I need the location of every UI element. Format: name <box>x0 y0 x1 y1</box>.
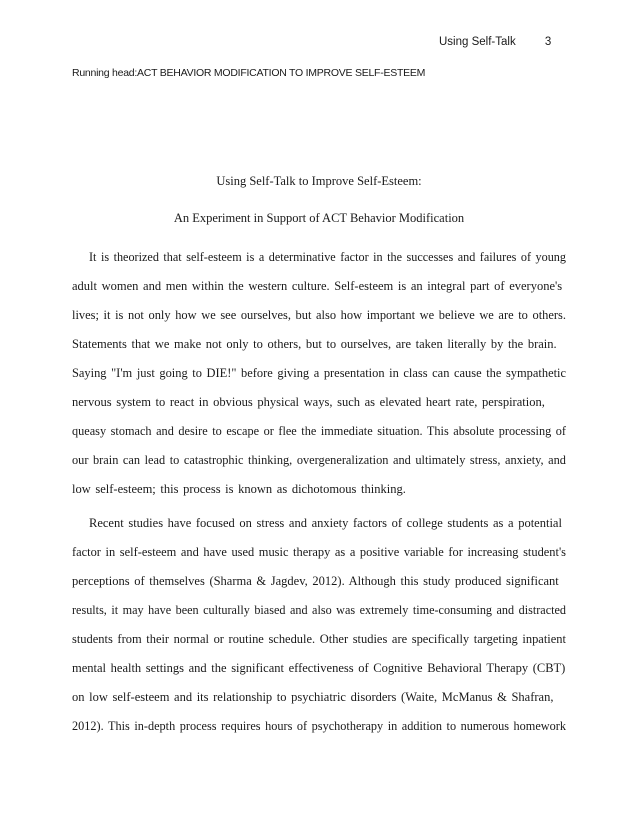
page-number: 3 <box>544 36 552 48</box>
text-line: adult women and men within the western culture. Self-esteem is an integral part of everyone's <box>72 279 563 293</box>
text-line: factor in self-esteem and have used music therapy as a positive variable for increasing student's <box>72 545 567 559</box>
running-head: Running head:ACT BEHAVIOR MODIFICATION TO IMPROVE SELF-ESTEEM <box>72 67 426 79</box>
paper-subtitle: An Experiment in Support of ACT Behavior Modification <box>173 211 465 225</box>
text-line: Statements that we make not only to others, but to ourselves, are taken literally by the brain. <box>72 337 557 351</box>
text-line: perceptions of themselves (Sharma & Jagdev, 2012). Although this study produced significant <box>72 574 559 588</box>
text-line: nervous system to react in obvious physical ways, such as elevated heart rate, perspiration, <box>72 395 545 409</box>
text-line: queasy stomach and desire to escape or flee the immediate situation. This absolute processing of <box>72 424 567 438</box>
text-line: mental health settings and the significant effectiveness of Cognitive Behavioral Therapy (CBT) <box>72 661 566 675</box>
text-line: Saying "I'm just going to DIE!" before giving a presentation in class can cause the sympathetic <box>72 366 567 380</box>
text-line: Recent studies have focused on stress and anxiety factors of college students as a potential <box>89 516 562 530</box>
text-line: results, it may have been culturally biased and also was extremely time-consuming and distracted <box>72 603 566 617</box>
text-line: our brain can lead to catastrophic thinking, overgeneralization and ultimately stress, anxiety, and <box>72 453 566 467</box>
text-line: low self-esteem; this process is known as dichotomous thinking. <box>72 482 406 496</box>
text-line: students from their normal or routine schedule. Other studies are specifically targeting inpatient <box>72 632 566 646</box>
header-short-title: Using Self-Talk <box>439 36 516 48</box>
text-line: It is theorized that self-esteem is a determinative factor in the successes and failures of young <box>89 250 566 264</box>
text-line: on low self-esteem and its relationship to psychiatric disorders (Waite, McManus & Shafran, <box>72 690 554 704</box>
text-line: 2012). This in-depth process requires hours of psychotherapy in addition to numerous homework <box>72 719 566 733</box>
text-line: lives; it is not only how we see ourselves, but also how important we believe we are to others. <box>72 308 567 322</box>
paper-title: Using Self-Talk to Improve Self-Esteem: <box>216 174 422 188</box>
page-header <box>439 36 551 48</box>
